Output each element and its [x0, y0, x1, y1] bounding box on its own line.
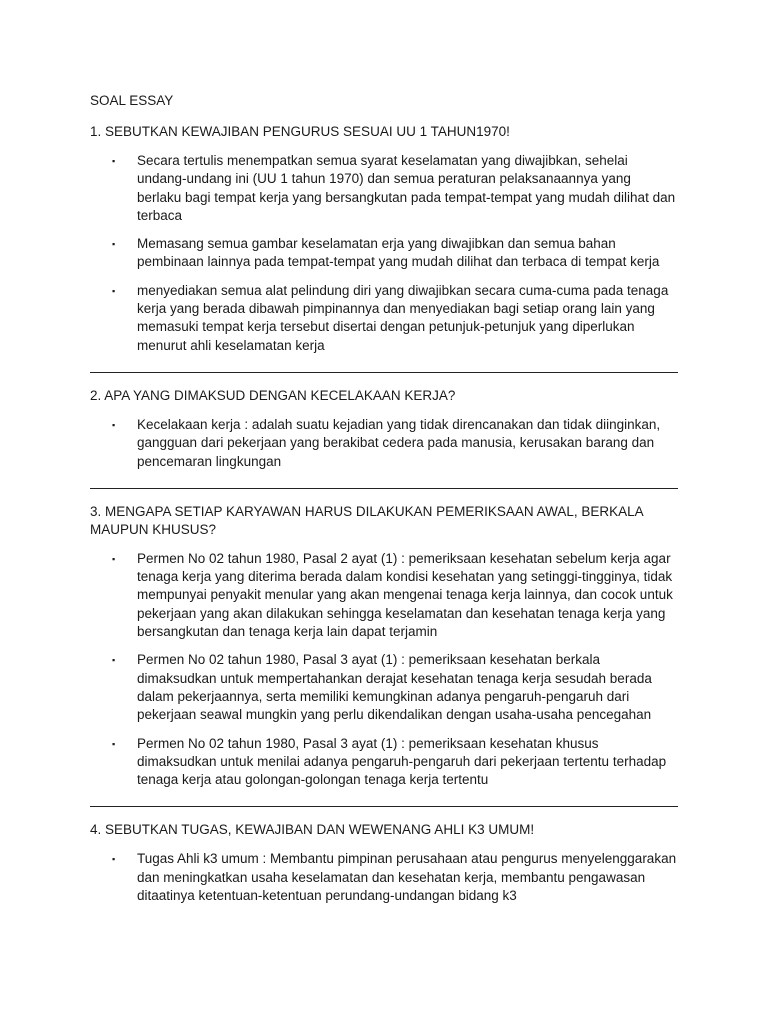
answer-text: Secara tertulis menempatkan semua syarat keselamatan yang diwajibkan, sehelai undang-undang ini (UU 1 tahun 1970) dan semua peraturan pelaksanaannya yang berlaku bagi tempat kerja yang bersangkutan pada tempat-tempat yang mudah dilihat dan terbaca: [137, 153, 676, 223]
answer-text: Permen No 02 tahun 1980, Pasal 3 ayat (1) : pemeriksaan kesehatan khusus dimaksudkan untuk menilai adanya pengaruh-pengaruh dari pekerjaan tertentu terhadap tenaga kerja atau golongan-golongan tenaga kerja tertentu: [137, 735, 667, 788]
answer-text: menyediakan semua alat pelindung diri yang diwajibkan secara cuma-cuma pada tenaga kerja yang berada dibawah pimpinannya dan menyediakan bagi setiap orang lain yang memasuki tempat kerja tersebut disertai dengan petunjuk-petunjuk yang diperlukan menurut ahli keselamatan kerja: [137, 282, 669, 353]
answer-list: [90, 550, 678, 790]
bullet-icon: ▪: [112, 285, 116, 296]
answer-item: [90, 416, 678, 471]
bullet-icon: ▪: [112, 239, 116, 250]
answer-list: [90, 416, 678, 471]
answer-text: Permen No 02 tahun 1980, Pasal 3 ayat (1) : pemeriksaan kesehatan berkala dimaksudkan untuk mempertahankan derajat kesehatan tenaga kerja sesudah berada dalam pekerjaannya, serta memiliki kemungkinan adanya pengaruh-pengaruh dari pekerjaan seawal mungkin yang perlu dikendalikan dengan usaha-usaha pencegahan: [137, 652, 652, 723]
question-section-3: [90, 503, 678, 790]
answer-list: [90, 152, 678, 355]
answer-item: [90, 850, 678, 905]
answer-item: [90, 735, 678, 790]
question-heading: 3. MENGAPA SETIAP KARYAWAN HARUS DILAKUKAN PEMERIKSAAN AWAL, BERKALA MAUPUN KHUSUS?: [90, 503, 643, 537]
answer-item: [90, 235, 678, 272]
question-heading: 2. APA YANG DIMAKSUD DENGAN KECELAKAAN KERJA?: [90, 387, 456, 403]
answer-item: [90, 550, 678, 641]
section-divider: [90, 372, 678, 373]
section-divider: [90, 806, 678, 807]
answer-text: Memasang semua gambar keselamatan erja yang diwajibkan dan semua bahan pembinaan lainnya pada tempat-tempat yang mudah dilihat dan terbaca di tempat kerja: [137, 236, 660, 270]
document-title: SOAL ESSAY: [90, 93, 174, 108]
answer-item: [90, 152, 678, 225]
bullet-icon: ▪: [112, 738, 116, 749]
answer-item: [90, 651, 678, 724]
answer-text: Tugas Ahli k3 umum : Membantu pimpinan perusahaan atau pengurus menyelenggarakan dan meningkatkan usaha keselamatan dan kesehatan kerja, membantu pengawasan ditaatinya ketentuan-ketentuan perundang-undangan bidang k3: [137, 851, 677, 904]
answer-text: Permen No 02 tahun 1980, Pasal 2 ayat (1) : pemeriksaan kesehatan sebelum kerja agar tenaga kerja yang diterima berada dalam kondisi kesehatan yang setinggi-tingginya, tidak mempunyai penyakit menular yang akan mengenai tenaga kerja lainnya, dan cocok untuk pekerjaan yang akan dilakukan sehingga keselamatan dan kesehatan tenaga kerja yang bersangkutan dan tenaga kerja lain dapat terjamin: [137, 550, 673, 640]
section-divider: [90, 488, 678, 489]
bullet-icon: ▪: [112, 553, 116, 564]
answer-item: [90, 282, 678, 355]
question-section-2: [90, 387, 678, 471]
answer-text: Kecelakaan kerja : adalah suatu kejadian yang tidak direncanakan dan tidak diinginkan, gangguan dari pekerjaan yang berakibat cedera pada manusia, kerusakan barang dan pencemaran lingkungan: [137, 416, 661, 469]
question-heading: 1. SEBUTKAN KEWAJIBAN PENGURUS SESUAI UU 1 TAHUN1970!: [90, 124, 510, 139]
question-section-4: [90, 821, 678, 905]
bullet-icon: ▪: [112, 655, 116, 666]
bullet-icon: ▪: [112, 854, 116, 865]
question-section-1: [90, 123, 678, 355]
question-heading: 4. SEBUTKAN TUGAS, KEWAJIBAN DAN WEWENANG AHLI K3 UMUM!: [90, 822, 535, 838]
bullet-icon: ▪: [112, 156, 116, 166]
bullet-icon: ▪: [112, 419, 116, 430]
answer-list: [90, 850, 678, 905]
